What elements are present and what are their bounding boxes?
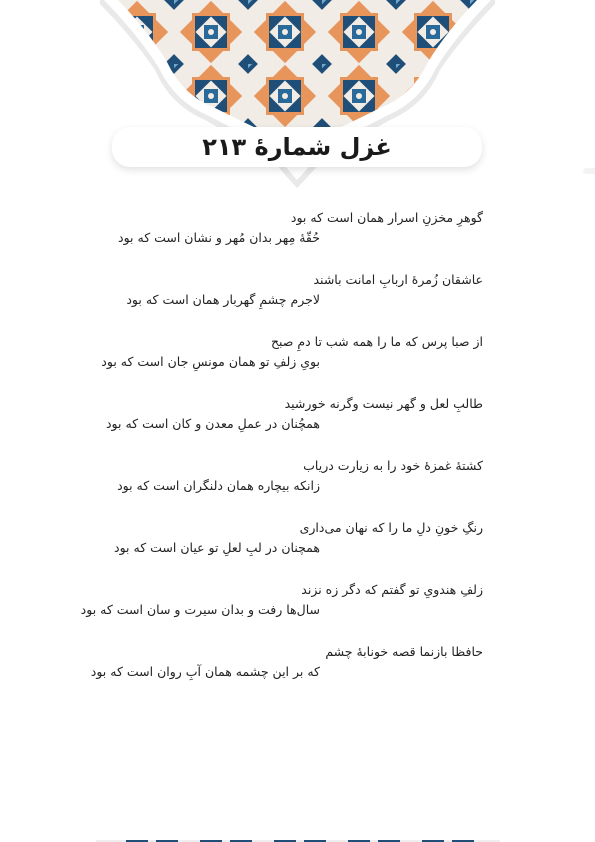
first-hemistich: زلفِ هندویِ تو گفتم که دگر زه نزند: [301, 582, 483, 597]
couplet: [101, 330, 483, 392]
poem: [80, 206, 483, 702]
second-hemistich: بویِ زلفِ تو همان مونسِ جان است که بود: [101, 354, 320, 369]
couplet: [90, 640, 483, 702]
side-accent: [583, 168, 595, 174]
first-hemistich: گوهرِ مخزنِ اسرار همان است که بود: [290, 210, 483, 225]
second-hemistich: همچنان در لبِ لعلِ تو عیان است که بود: [114, 540, 320, 555]
couplet: [112, 268, 483, 330]
first-hemistich: از صبا پرس که ما را همه شب تا دمِ صبح: [270, 334, 483, 349]
couplet: [80, 578, 483, 640]
second-hemistich: لاجرم چشمِ گهربار همان است که بود: [126, 292, 320, 307]
first-hemistich: حافظا بازنما قصه خونابهٔ چشم: [325, 644, 483, 659]
couplet: [112, 454, 483, 516]
title-bar: [112, 127, 482, 167]
second-hemistich: حُقّهٔ مِهر بدان مُهر و نشان است که بود: [118, 230, 320, 245]
first-hemistich: عاشقان زُمرهٔ اربابِ امانت باشند: [313, 272, 483, 287]
footer-ornament: [96, 834, 500, 842]
first-hemistich: کشتهٔ غمزهٔ خود را به زیارت دریاب: [303, 458, 483, 473]
first-hemistich: رنگِ خونِ دلِ ما را که نهان می‌داری: [299, 520, 483, 535]
second-hemistich: زانکه بیچاره همان دلنگران است که بود: [117, 478, 320, 493]
first-hemistich: طالبِ لعل و گهر نیست وگرنه خورشید: [284, 396, 483, 411]
second-hemistich: سال‌ها رفت و بدان سیرت و سان است که بود: [80, 602, 320, 617]
couplet: [105, 392, 483, 454]
second-hemistich: همچُنان در عملِ معدن و کان است که بود: [105, 416, 320, 431]
second-hemistich: که بر این چشمه همان آبِ روان است که بود: [90, 664, 320, 679]
couplet: [112, 516, 483, 578]
couplet: [112, 206, 483, 268]
page-title: غزل شمارهٔ ۲۱۳: [202, 133, 392, 161]
